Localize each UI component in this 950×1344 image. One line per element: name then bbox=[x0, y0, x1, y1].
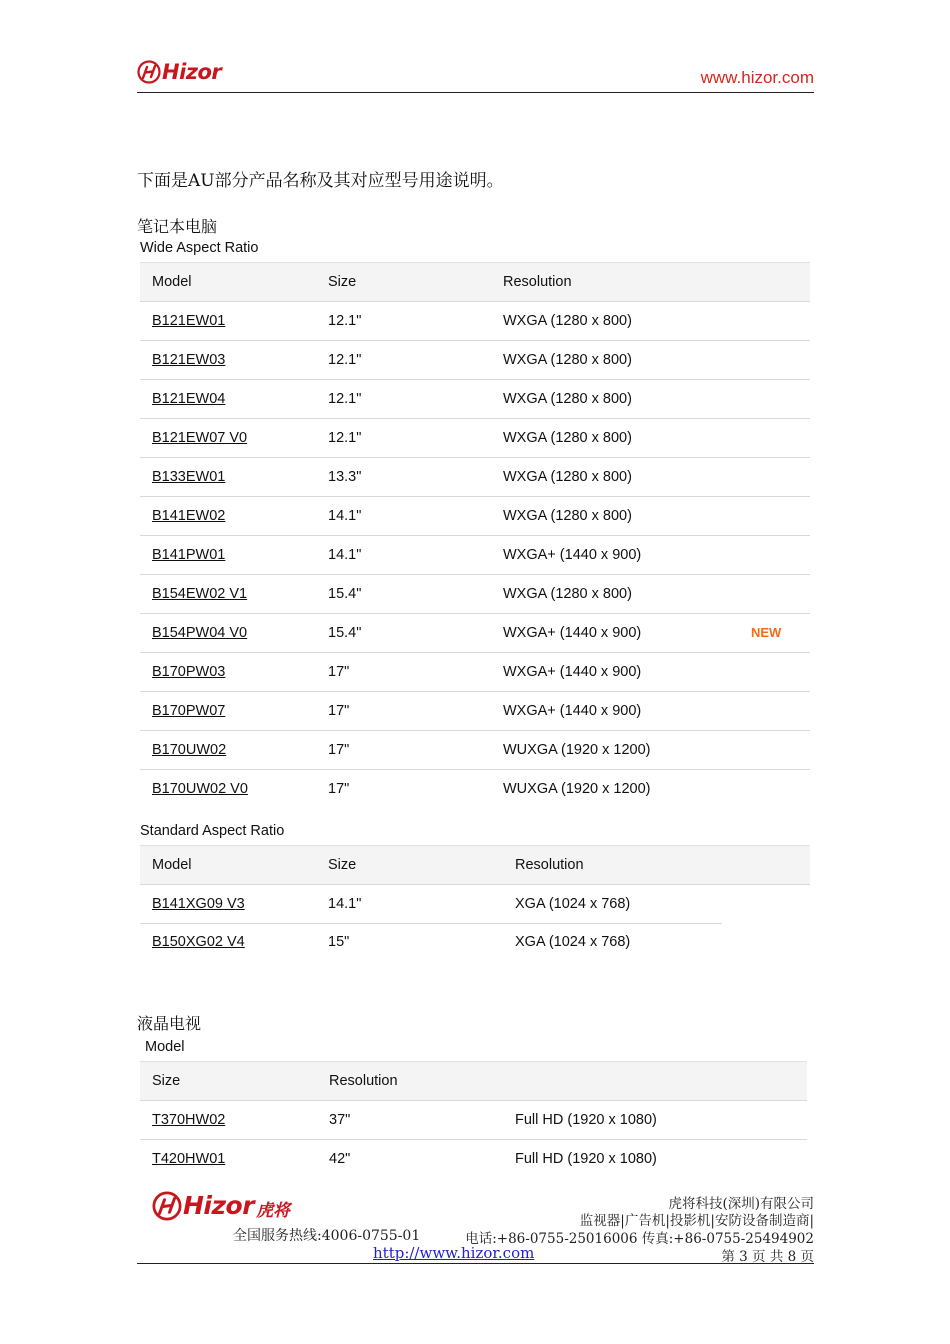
resolution-cell: XGA (1024 x 768) bbox=[515, 896, 631, 912]
column-header-size: Size bbox=[152, 1073, 181, 1089]
table-row bbox=[140, 302, 810, 341]
size-cell: 37" bbox=[329, 1112, 351, 1128]
table-row bbox=[140, 692, 810, 731]
column-header-resolution: Resolution bbox=[329, 1073, 398, 1089]
footer-page-info: 第 3 页 共 8 页 bbox=[721, 1249, 814, 1265]
size-cell: 17" bbox=[328, 703, 350, 719]
column-header-model: Model bbox=[152, 274, 192, 290]
table-row bbox=[140, 731, 810, 770]
model-link[interactable]: B121EW03 bbox=[152, 352, 226, 368]
size-cell: 13.3" bbox=[328, 469, 362, 485]
model-link[interactable]: B154EW02 V1 bbox=[152, 586, 248, 602]
resolution-cell: WXGA (1280 x 800) bbox=[503, 469, 632, 485]
standard-aspect-caption: Standard Aspect Ratio bbox=[140, 823, 285, 839]
table-header-row bbox=[140, 262, 810, 302]
resolution-cell: XGA (1024 x 768) bbox=[515, 934, 631, 950]
intro-text: 下面是AU部分产品名称及其对应型号用途说明。 bbox=[137, 171, 504, 191]
tv-table-caption: Model bbox=[145, 1039, 185, 1055]
footer-business: 监视器|广告机|投影机|安防设备制造商| bbox=[579, 1213, 814, 1229]
resolution-cell: Full HD (1920 x 1080) bbox=[515, 1112, 657, 1128]
size-cell: 14.1" bbox=[328, 508, 362, 524]
model-link[interactable]: B121EW07 V0 bbox=[152, 430, 248, 446]
resolution-cell: WUXGA (1920 x 1200) bbox=[503, 742, 651, 758]
resolution-cell: WXGA (1280 x 800) bbox=[503, 391, 632, 407]
size-cell: 17" bbox=[328, 664, 350, 680]
size-cell: 17" bbox=[328, 742, 350, 758]
size-cell: 12.1" bbox=[328, 391, 362, 407]
footer-company: 虎将科技(深圳)有限公司 bbox=[668, 1196, 814, 1212]
table-row bbox=[140, 770, 810, 808]
notebook-section-title: 笔记本电脑 bbox=[137, 217, 218, 236]
model-link[interactable]: T420HW01 bbox=[152, 1151, 226, 1167]
resolution-cell: WUXGA (1920 x 1200) bbox=[503, 781, 651, 797]
footer-contact: 电话:+86-0755-25016006 传真:+86-0755-25494902 bbox=[465, 1231, 814, 1247]
size-cell: 15.4" bbox=[328, 625, 362, 641]
footer-logo bbox=[152, 1190, 290, 1221]
table-row bbox=[140, 419, 810, 458]
hizor-logo-icon bbox=[152, 1191, 182, 1221]
logo-text: Hizor bbox=[162, 60, 222, 84]
resolution-cell: WXGA (1280 x 800) bbox=[503, 313, 632, 329]
resolution-cell: Full HD (1920 x 1080) bbox=[515, 1151, 657, 1167]
header-website-link[interactable]: www.hizor.com bbox=[700, 68, 814, 87]
size-cell: 15.4" bbox=[328, 586, 362, 602]
resolution-cell: WXGA+ (1440 x 900) bbox=[503, 664, 642, 680]
model-link[interactable]: B170PW03 bbox=[152, 664, 226, 680]
resolution-cell: WXGA (1280 x 800) bbox=[503, 352, 632, 368]
hizor-logo-icon bbox=[137, 60, 161, 84]
model-link[interactable]: B150XG02 V4 bbox=[152, 934, 245, 950]
tv-section-title: 液晶电视 bbox=[137, 1014, 202, 1033]
size-cell: 15" bbox=[328, 934, 350, 950]
table-row bbox=[140, 653, 810, 692]
model-link[interactable]: B141PW01 bbox=[152, 547, 226, 563]
resolution-cell: WXGA+ (1440 x 900) bbox=[503, 703, 642, 719]
page-footer bbox=[137, 1188, 814, 1264]
standard-aspect-table bbox=[140, 845, 810, 961]
size-cell: 12.1" bbox=[328, 430, 362, 446]
page-header bbox=[137, 58, 814, 93]
new-badge: NEW bbox=[751, 625, 782, 640]
model-link[interactable]: B133EW01 bbox=[152, 469, 226, 485]
resolution-cell: WXGA+ (1440 x 900) bbox=[503, 625, 642, 641]
size-cell: 14.1" bbox=[328, 547, 362, 563]
model-link[interactable]: B170PW07 bbox=[152, 703, 226, 719]
size-cell: 42" bbox=[329, 1151, 351, 1167]
model-link[interactable]: B170UW02 V0 bbox=[152, 781, 248, 797]
resolution-cell: WXGA (1280 x 800) bbox=[503, 586, 632, 602]
footer-logo-cn: 虎将 bbox=[256, 1201, 291, 1221]
table-row bbox=[140, 536, 810, 575]
resolution-cell: WXGA (1280 x 800) bbox=[503, 508, 632, 524]
table-header-row bbox=[140, 845, 810, 885]
size-cell: 14.1" bbox=[328, 896, 362, 912]
wide-aspect-caption: Wide Aspect Ratio bbox=[140, 240, 259, 256]
column-header-model: Model bbox=[152, 857, 192, 873]
model-link[interactable]: B121EW01 bbox=[152, 313, 226, 329]
model-link[interactable]: B141XG09 V3 bbox=[152, 896, 245, 912]
column-header-size: Size bbox=[328, 857, 357, 873]
size-cell: 12.1" bbox=[328, 313, 362, 329]
footer-logo-text: Hizor bbox=[183, 1191, 255, 1220]
wide-aspect-table bbox=[140, 262, 810, 808]
header-logo bbox=[137, 60, 221, 84]
size-cell: 17" bbox=[328, 781, 350, 797]
size-cell: 12.1" bbox=[328, 352, 362, 368]
column-header-resolution: Resolution bbox=[515, 857, 584, 873]
model-link[interactable]: B121EW04 bbox=[152, 391, 226, 407]
model-link[interactable]: B170UW02 bbox=[152, 742, 227, 758]
model-link[interactable]: B154PW04 V0 bbox=[152, 625, 248, 641]
table-row bbox=[140, 575, 810, 614]
table-row bbox=[140, 341, 810, 380]
footer-website-link[interactable]: http://www.hizor.com bbox=[373, 1244, 535, 1262]
model-link[interactable]: B141EW02 bbox=[152, 508, 226, 524]
column-header-size: Size bbox=[328, 274, 357, 290]
table-header-row bbox=[140, 1061, 807, 1101]
tv-table bbox=[140, 1061, 807, 1178]
column-header-resolution: Resolution bbox=[503, 274, 572, 290]
table-row bbox=[140, 1140, 807, 1178]
footer-hotline: 全国服务热线:4006-0755-01 bbox=[233, 1228, 421, 1244]
table-row bbox=[140, 885, 810, 923]
table-row bbox=[140, 497, 810, 536]
model-link[interactable]: T370HW02 bbox=[152, 1112, 226, 1128]
resolution-cell: WXGA+ (1440 x 900) bbox=[503, 547, 642, 563]
table-row bbox=[140, 1101, 807, 1140]
table-row bbox=[140, 380, 810, 419]
table-row bbox=[140, 458, 810, 497]
resolution-cell: WXGA (1280 x 800) bbox=[503, 430, 632, 446]
table-row bbox=[140, 614, 810, 653]
table-row bbox=[140, 923, 810, 961]
